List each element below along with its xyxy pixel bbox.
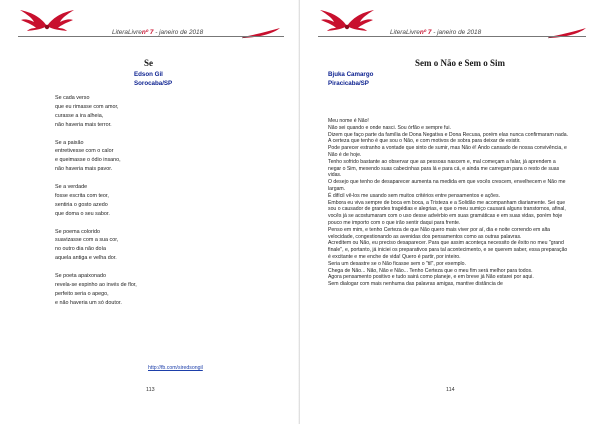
verse-line: não haveria mais pavor. <box>55 166 113 173</box>
stanza <box>55 183 137 219</box>
paragraph: Agora pensamento positivo e tudo sairá como planeje, e em breve já Não estarei por aqui. <box>328 274 534 281</box>
author-facebook-link[interactable]: http://fb.com/siredsongil <box>148 365 203 371</box>
paragraph: Dizem que faço parte da família de Dona Negativa e Dona Recusa, porém elas nunca confirmaram nada. <box>328 131 569 138</box>
paragraph: Chega de Não... Não, Não e Não... Tenho Certeza que o meu fim será melhor para todos. <box>328 267 533 274</box>
stanza <box>55 272 137 308</box>
paragraph: Seria um desastre se o Não ficasse sem o "til", por exemplo. <box>328 260 466 267</box>
verse-line: e não haveria um só doutor. <box>55 299 122 306</box>
author-name: Bjuka Camargo <box>328 71 374 78</box>
author-city: Piracicaba/SP <box>328 79 369 87</box>
winged-logo-icon <box>318 6 376 36</box>
paragraph: Meu nome é Não! <box>328 118 369 124</box>
author-name: Edson Gil <box>134 71 163 78</box>
magazine-name: LiteraLivre <box>390 29 420 36</box>
verse-line: fosse escrita com teor, <box>55 192 109 199</box>
verse-line: Se poema colorido <box>55 228 100 235</box>
story-title: Sem o Não e Sem o Sim <box>415 58 505 68</box>
issue-number: nº 7 <box>141 29 154 36</box>
paragraph: Não sei quando e onde nasci. Sou órfão e sempre fui. <box>328 124 451 131</box>
verse-line: que eu rimasse com amor, <box>55 103 119 110</box>
author-byline <box>134 71 172 88</box>
verse-line: suavizasse com a sua cor, <box>55 237 119 244</box>
winged-logo-icon <box>18 6 76 36</box>
verse-line: sentiria o gosto azedo <box>55 201 108 208</box>
stanza <box>55 139 137 175</box>
author-city: Sorocaba/SP <box>134 79 173 87</box>
page-number: 114 <box>446 387 455 393</box>
verse-line: perfeito seria o apego, <box>55 290 109 297</box>
paragraph: Penso em mim, e tenho Certeza de que Não quero mais viver por aí, dia e noite correndo em alta velocidade, congestionando as avenidas dos pensamentos como as outras palavras. <box>328 226 551 240</box>
paragraph: Pode parecer estranho a vontade que sinto de sumir, mas Não é! Ando cansado de nossa convivência, e Não é de hoje. <box>328 145 567 158</box>
poem-title: Se <box>144 58 153 68</box>
verse-line: no outro dia não doía <box>55 246 106 253</box>
verse-line: curasse a ira alheia, <box>55 112 104 119</box>
verse-line: Se a verdade <box>55 184 88 191</box>
page-header <box>112 29 203 36</box>
paragraph: Embora eu viva sempre de boca em boca, a Tristeza e a Solidão me acompanham diariamente. Sei que sou o causador de grandes tragédias e alegrias, e que o meu sumiço causará alguns transtornos, afinal, vocês já se acostumaram com o uso desse advérbio em suas gramáticas e em suas vidas, porém hoje pouco me importo com o que irão sentir daqui para frente. <box>328 199 566 226</box>
quill-pen-icon <box>546 24 588 43</box>
quill-pen-icon <box>240 24 282 43</box>
stanza <box>55 228 137 264</box>
paragraph: Sem dialogar com mais nenhuma das palavras amigas, mantive distância de <box>328 281 503 288</box>
stanza <box>55 94 137 130</box>
issue-date: - janeiro de 2018 <box>433 29 482 36</box>
paragraph: O desejo que tenho de desaparecer aumenta na medida em que vocês crescem, envelhecem e Não me largam. <box>328 179 566 192</box>
page-header <box>390 29 481 36</box>
issue-date: - janeiro de 2018 <box>155 29 204 36</box>
issue-number: nº 7 <box>419 29 432 36</box>
page-number: 113 <box>146 387 155 393</box>
paragraph: A certeza que tenho é que sou o Não, e com motivos de sobra para deixar de existir. <box>328 138 521 145</box>
paragraph: Tenho sofrido bastante ao observar que as pessoas nascem e, mal começam a falar, já aprendem a negar o Sim, mexendo suas cabecinhas para lá e para cá, e ainda me carregam para o resto de suas vidas. <box>328 158 560 179</box>
story-body <box>328 118 570 288</box>
author-byline <box>328 71 373 88</box>
poem-body <box>55 94 137 317</box>
paragraph: É difícil vê-los me usando sem muitos critérios entre pensamentos e ações. <box>328 192 501 199</box>
verse-line: não haveria mais terror. <box>55 121 112 128</box>
magazine-name: LiteraLivre <box>112 29 142 36</box>
header-rule <box>318 36 586 37</box>
paragraph: Acreditem ou Não, eu preciso desaparecer. Para que assim aconteça necessito de êxito no meu "grand finale", e, portanto, já iniciei os preparativos para tal acontecimento, e se querem saber, essa preparação é excitante e me enche de vida! Quero é partir, por inteiro. <box>328 240 568 260</box>
verse-line: Se a paixão <box>55 139 84 146</box>
verse-line: aquela antiga e velha dor. <box>55 255 117 262</box>
verse-line: revela-se espinho ao invés de flor, <box>55 281 137 288</box>
header-rule <box>18 36 284 37</box>
verse-line: Se cada verso <box>55 95 90 101</box>
verse-line: entretivesse com o calor <box>55 148 114 155</box>
verse-line: Se poeta apaixonado <box>55 273 106 280</box>
verse-line: que doma o seu sabor. <box>55 210 110 217</box>
verse-line: e queimasse o ódio insano, <box>55 157 121 164</box>
